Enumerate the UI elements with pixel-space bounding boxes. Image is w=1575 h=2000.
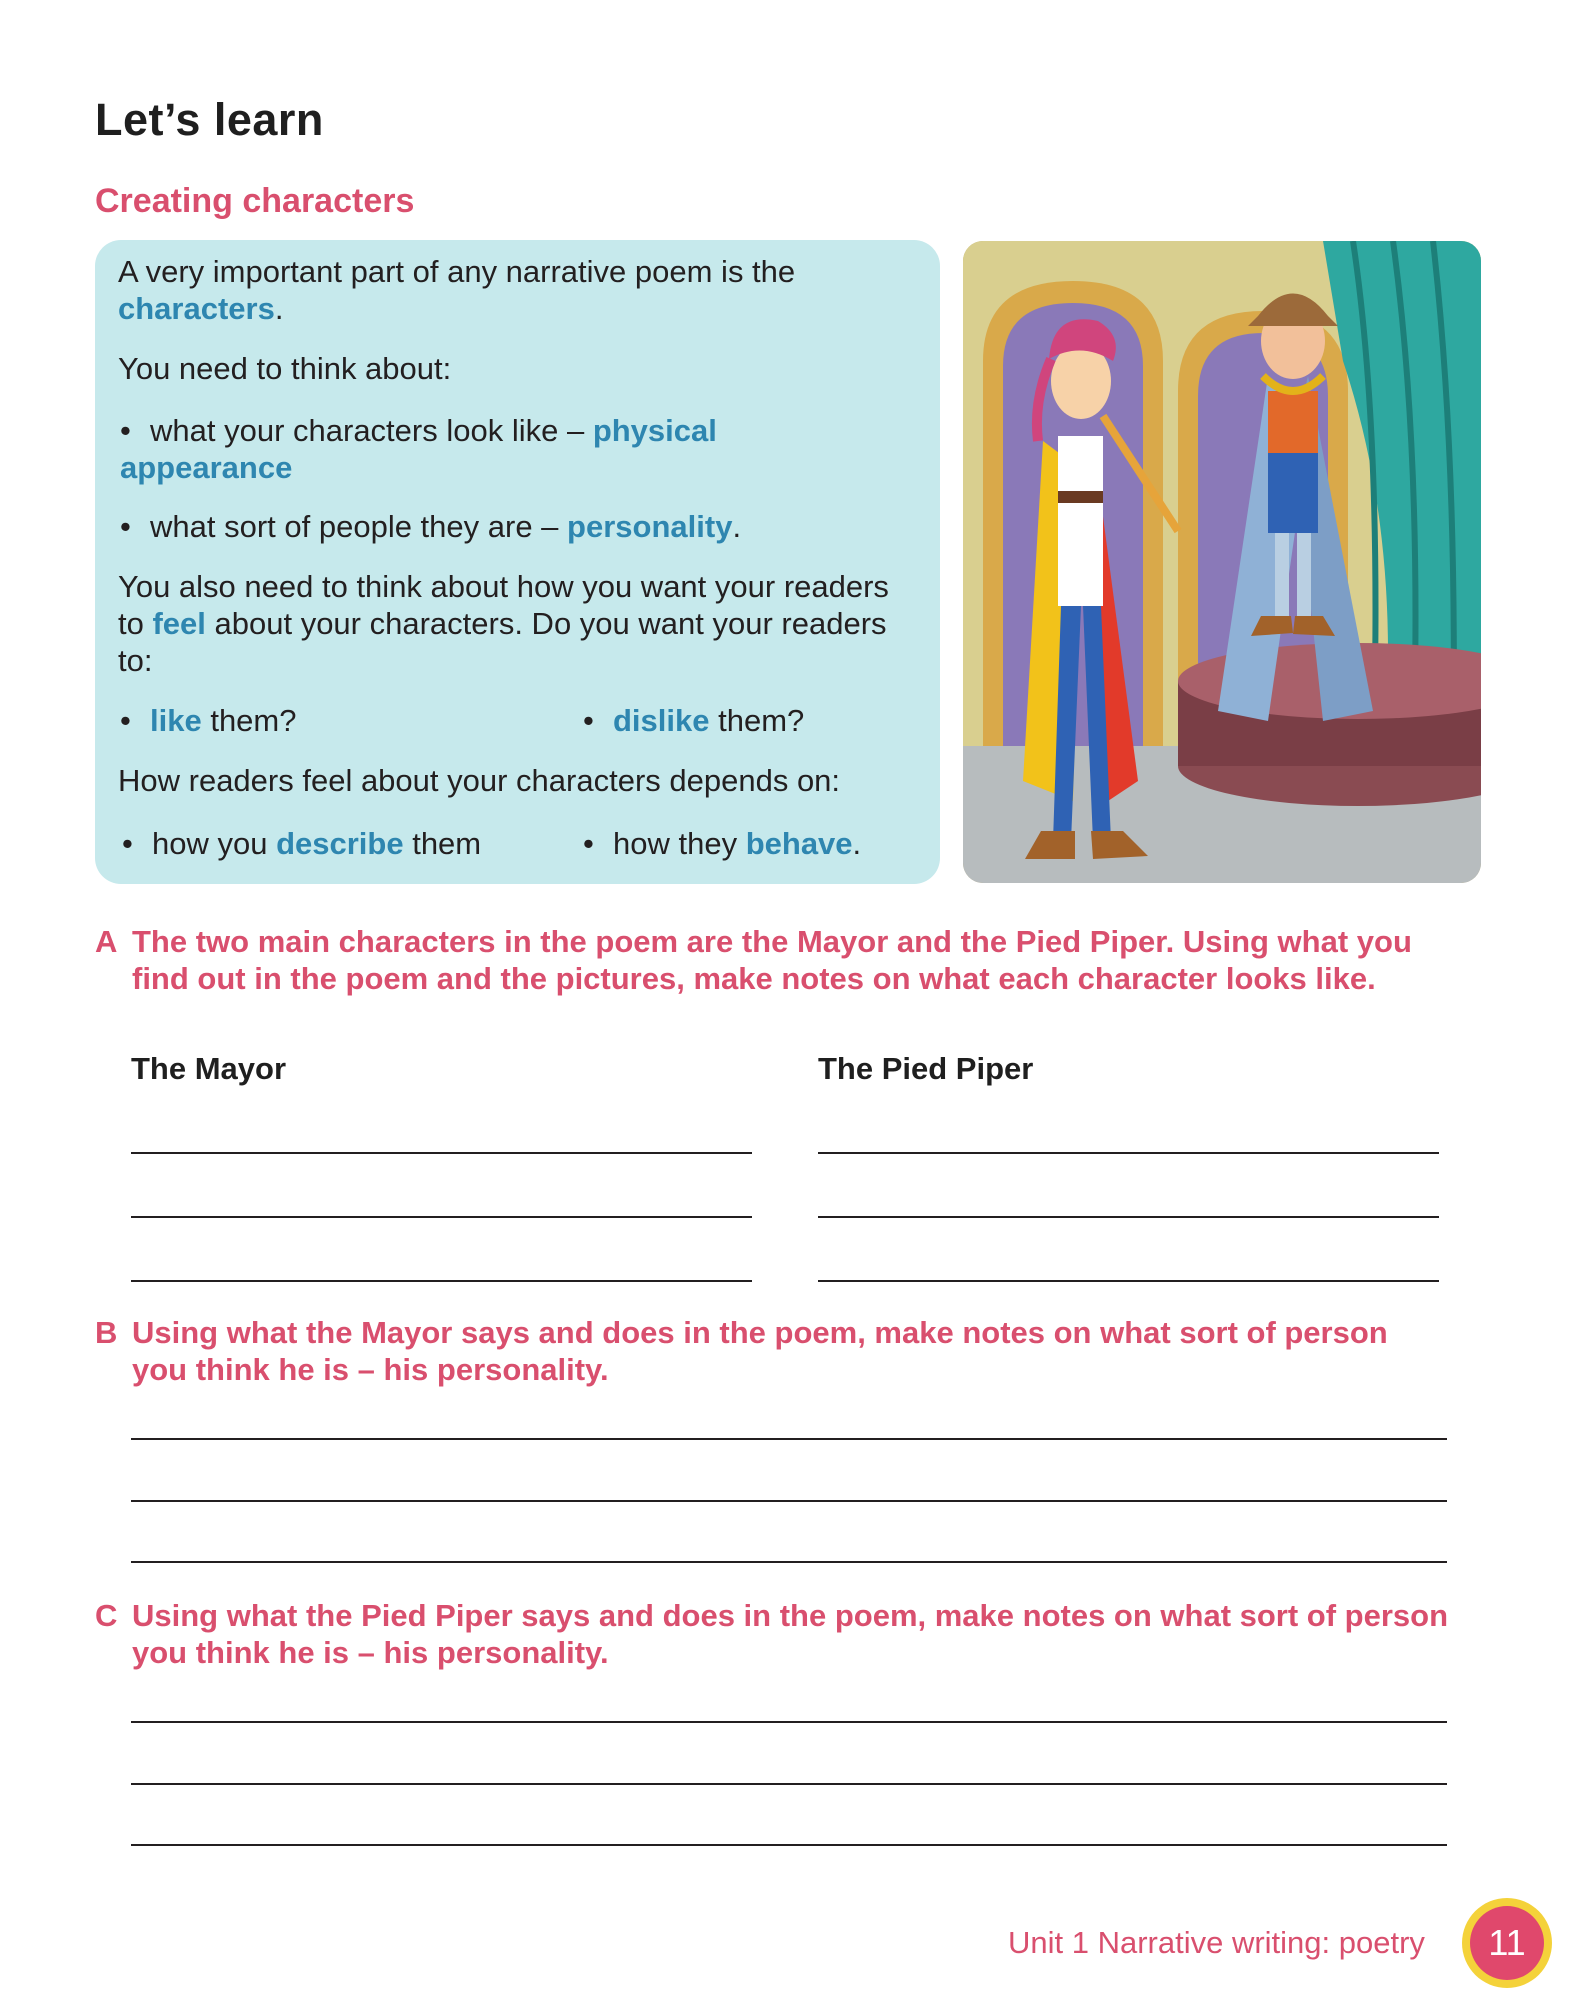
- answer-line-pied-piper[interactable]: [818, 1280, 1439, 1282]
- keyword-personality: personality: [567, 509, 733, 544]
- bullet-personality: [120, 508, 741, 545]
- question-a: [95, 923, 1475, 997]
- bullet-text: how you: [152, 826, 277, 861]
- mayor-leg-left: [1275, 533, 1289, 623]
- column-title-pied-piper: The Pied Piper: [818, 1051, 1034, 1086]
- mayor-breeches: [1268, 453, 1318, 533]
- answer-line-b[interactable]: [131, 1438, 1447, 1440]
- answer-line-pied-piper[interactable]: [818, 1216, 1439, 1218]
- bullet-text: them?: [201, 703, 297, 738]
- keyword-characters: characters: [118, 291, 275, 326]
- bullet-behave: [583, 825, 861, 862]
- feel-text-end: about your characters. Do you want your readers to:: [118, 606, 887, 678]
- mayor-vest: [1268, 391, 1318, 461]
- bullet-dot: •: [583, 703, 594, 738]
- keyword-feel: feel: [152, 606, 206, 641]
- bullet-dot: •: [120, 413, 131, 448]
- page-heading: Let’s learn: [95, 94, 324, 145]
- think-about-line: You need to think about:: [118, 351, 452, 386]
- depends-line: How readers feel about your characters depends on:: [118, 763, 841, 798]
- answer-line-c[interactable]: [131, 1721, 1447, 1723]
- bullet-dot: •: [120, 509, 131, 544]
- keyword-describe: describe: [276, 826, 404, 861]
- bullet-end: them: [403, 826, 482, 861]
- bullet-like: [120, 702, 297, 739]
- answer-line-c[interactable]: [131, 1783, 1447, 1785]
- mayor-leg-right: [1297, 533, 1311, 623]
- answer-line-mayor[interactable]: [131, 1152, 752, 1154]
- question-c-text: Using what the Pied Piper says and does in the poem, make notes on what sort of person you think he is – his personality.: [132, 1598, 1449, 1670]
- question-b-letter: B: [95, 1315, 118, 1350]
- bullet-dislike: [583, 702, 804, 739]
- bullet-text: what sort of people they are –: [150, 509, 568, 544]
- question-a-letter: A: [95, 924, 118, 959]
- column-title-mayor: The Mayor: [131, 1051, 287, 1086]
- illustration-piper-and-mayor: [963, 241, 1481, 883]
- answer-line-mayor[interactable]: [131, 1280, 752, 1282]
- intro-text: A very important part of any narrative poem is the: [118, 254, 796, 289]
- bullet-text: what your characters look like –: [150, 413, 593, 448]
- piper-belt: [1058, 491, 1103, 503]
- question-b: [95, 1314, 1475, 1388]
- answer-line-c[interactable]: [131, 1844, 1447, 1846]
- bullet-dot: •: [122, 826, 133, 861]
- question-c-letter: C: [95, 1598, 118, 1633]
- intro-paragraph: [118, 253, 898, 327]
- unit-label: Unit 1 Narrative writing: poetry: [1008, 1925, 1425, 1960]
- bullet-physical: [120, 412, 840, 486]
- feel-text: You also need to think about how you want your readers to: [118, 569, 889, 641]
- bullet-text: how they: [613, 826, 746, 861]
- keyword-dislike: dislike: [613, 703, 710, 738]
- bullet-end: .: [732, 509, 742, 544]
- bullet-end: .: [852, 826, 862, 861]
- bullet-text: them?: [709, 703, 805, 738]
- page-number-badge: [1462, 1898, 1552, 1988]
- info-box: [95, 240, 940, 884]
- feel-paragraph: [118, 568, 908, 679]
- question-b-text: Using what the Mayor says and does in the poem, make notes on what sort of person you think he is – his personality.: [132, 1315, 1388, 1387]
- keyword-like: like: [150, 703, 202, 738]
- intro-end: .: [274, 291, 284, 326]
- page-number: 11: [1470, 1906, 1544, 1980]
- illustration-svg: [963, 241, 1481, 883]
- section-title: Creating characters: [95, 182, 415, 220]
- answer-line-b[interactable]: [131, 1561, 1447, 1563]
- answer-line-pied-piper[interactable]: [818, 1152, 1439, 1154]
- bullet-describe: [122, 825, 481, 862]
- answer-line-mayor[interactable]: [131, 1216, 752, 1218]
- bullet-dot: •: [120, 703, 131, 738]
- keyword-behave: behave: [745, 826, 853, 861]
- keyword-physical-appearance: physical appearance: [120, 413, 717, 485]
- bullet-dot: •: [583, 826, 594, 861]
- answer-line-b[interactable]: [131, 1500, 1447, 1502]
- piper-tunic: [1058, 436, 1103, 606]
- question-a-text: The two main characters in the poem are the Mayor and the Pied Piper. Using what you find out in the poem and the pictures, make notes on what each character looks like.: [132, 924, 1412, 996]
- question-c: [95, 1597, 1475, 1671]
